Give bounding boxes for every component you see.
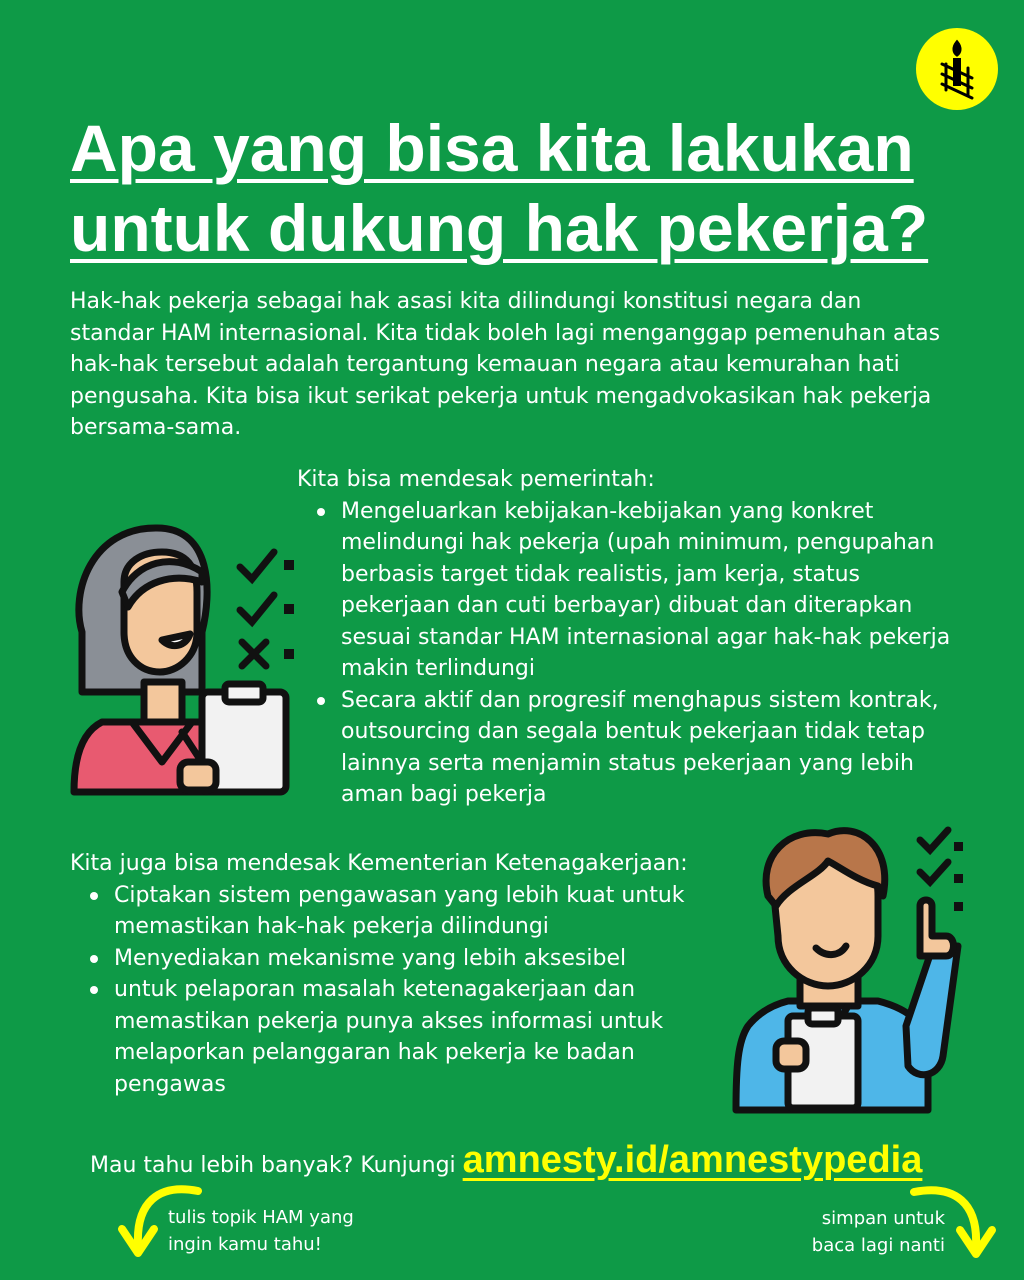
note-suggest-topic bbox=[168, 1204, 428, 1258]
note-right-line-1: simpan untuk bbox=[821, 1208, 945, 1229]
list-item: untuk pelaporan masalah ketenagakerjaan dan memastikan pekerja punya akses informasi untuk melaporkan pelanggaran hak pekerja ke badan pengawas bbox=[70, 974, 750, 1100]
note-right-line-2: baca lagi nanti bbox=[811, 1235, 945, 1256]
ministry-list bbox=[70, 880, 750, 1101]
list-item: Mengeluarkan kebijakan-kebijakan yang konkret melindungi hak pekerja (upah minimum, pengupahan berbasis target tidak realistis, jam kerja, status pekerjaan dan cuti berbayar) dibuat dan diterapkan sesuai standar HAM internasional agar hak-hak pekerja makin terlindungi bbox=[297, 496, 967, 685]
curved-arrow-icon bbox=[908, 1184, 998, 1260]
note-left-line-2: ingin kamu tahu! bbox=[168, 1234, 322, 1255]
man-with-clipboard-icon bbox=[728, 826, 978, 1114]
list-item: Ciptakan sistem pengawasan yang lebih kuat untuk memastikan hak-hak pekerja dilindungi bbox=[70, 880, 750, 943]
list-item: Secara aktif dan progresif menghapus sistem kontrak, outsourcing dan segala bentuk pekerjaan tidak tetap lainnya serta menjamin status pekerjaan yang lebih aman bagi pekerja bbox=[297, 685, 967, 811]
cta-text: Mau tahu lebih banyak? Kunjungi bbox=[90, 1153, 456, 1178]
amnesty-candle-icon bbox=[916, 28, 998, 110]
ministry-section bbox=[70, 848, 750, 1100]
title-line-2: untuk dukung hak pekerja? bbox=[70, 191, 929, 265]
government-list bbox=[297, 496, 967, 811]
government-section bbox=[297, 464, 967, 811]
ministry-lead: Kita juga bisa mendesak Kementerian Ketenagakerjaan: bbox=[70, 851, 688, 876]
government-lead: Kita bisa mendesak pemerintah: bbox=[297, 467, 655, 492]
list-item: Menyediakan mekanisme yang lebih aksesibel bbox=[70, 943, 750, 975]
note-left-line-1: tulis topik HAM yang bbox=[168, 1207, 354, 1228]
woman-with-clipboard-icon bbox=[62, 522, 302, 807]
page-title bbox=[70, 108, 970, 268]
amnesty-logo bbox=[916, 28, 998, 110]
call-to-action bbox=[90, 1140, 990, 1186]
intro-paragraph: Hak-hak pekerja sebagai hak asasi kita dilindungi konstitusi negara dan standar HAM internasional. Kita tidak boleh lagi menganggap pemenuhan atas hak-hak tersebut adalah tergantung kemauan negara atau kemurahan hati pengusaha. Kita bisa ikut serikat pekerja untuk mengadvokasikan hak pekerja bersama-sama. bbox=[70, 289, 941, 440]
title-line-1: Apa yang bisa kita lakukan bbox=[70, 111, 914, 185]
amnestypedia-link[interactable]: amnesty.id/amnestypedia bbox=[462, 1139, 923, 1181]
